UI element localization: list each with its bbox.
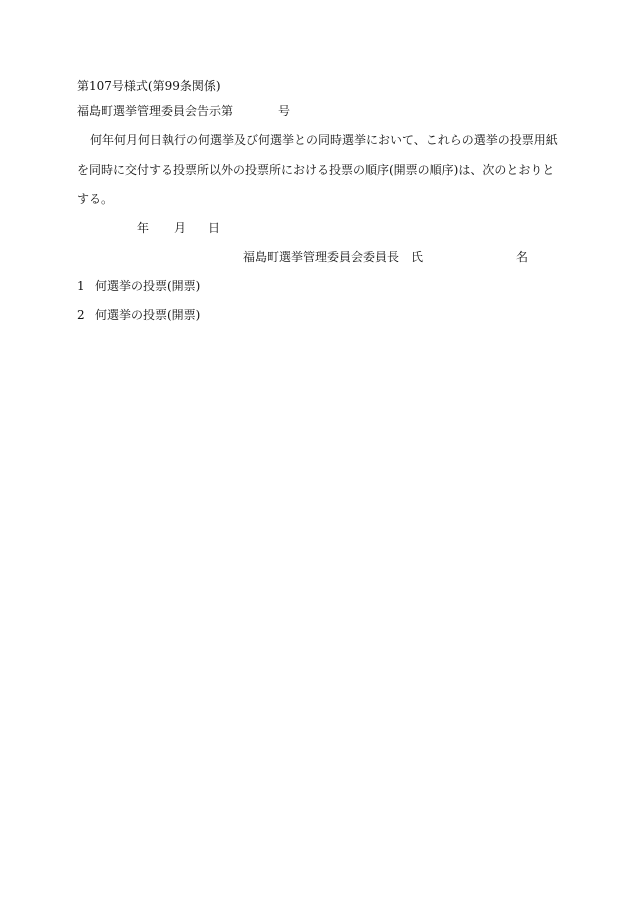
date-day: 日 xyxy=(208,221,221,235)
signature-title: 福島町選挙管理委員会委員長 氏 xyxy=(243,250,424,264)
body-text-line-1: 何年何月何日執行の何選挙及び何選挙との同時選挙において、これらの選挙の投票用紙 xyxy=(90,133,558,147)
signature-name-suffix: 名 xyxy=(516,250,529,264)
list-item-text: 何選挙の投票(開票) xyxy=(95,279,201,293)
date-year: 年 xyxy=(137,221,150,235)
list-item-number: 2 xyxy=(77,308,85,322)
notice-number-suffix: 号 xyxy=(278,104,291,118)
list-item-text: 何選挙の投票(開票) xyxy=(95,308,201,322)
list-item-number: 1 xyxy=(77,279,85,293)
form-number-label: 第107号様式(第99条関係) xyxy=(77,79,221,93)
body-text-line-2: を同時に交付する投票所以外の投票所における投票の順序(開票の順序)は、次のとおりと xyxy=(77,163,555,177)
notice-heading: 福島町選挙管理委員会告示第 xyxy=(77,104,234,118)
body-text-line-3: する。 xyxy=(77,192,114,206)
list-item xyxy=(77,279,200,293)
list-item xyxy=(77,308,200,322)
date-month: 月 xyxy=(174,221,187,235)
